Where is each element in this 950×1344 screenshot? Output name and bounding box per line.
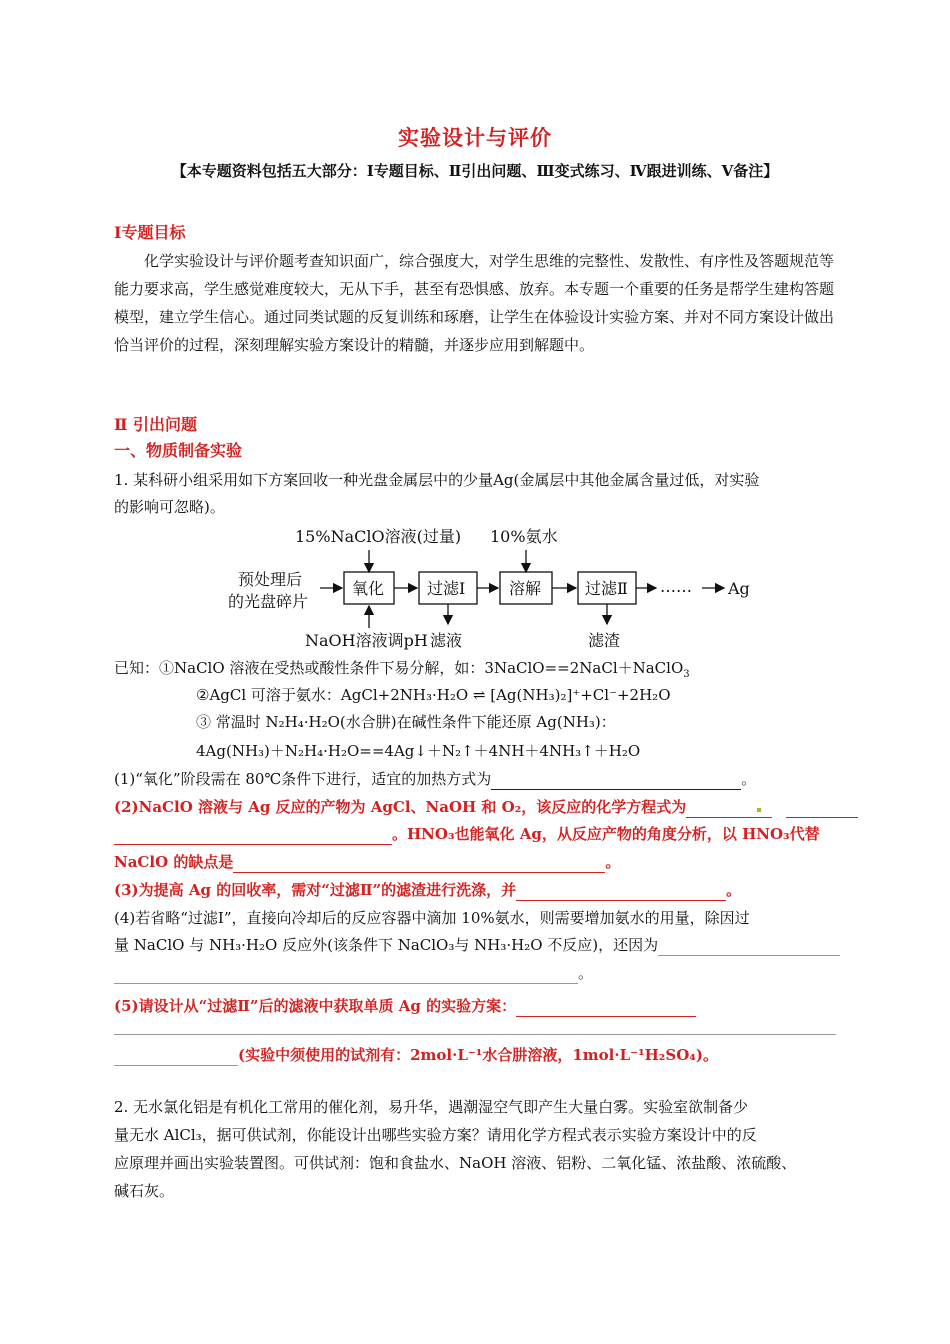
box-filter2-label: 过滤Ⅱ <box>585 579 628 598</box>
naoh-label: NaOH溶液调pH <box>305 631 428 650</box>
known-2: ②AgCl 可溶于氨水：AgCl+2NH₃·H₂O ⇌ [Ag(NH₃)₂]⁺+Cl⁻+2H₂O <box>196 686 671 704</box>
q1-intro-line2: 的影响可忽略)。 <box>114 498 225 516</box>
question-2-line3: NaClO 的缺点是 。 <box>114 853 621 871</box>
answer-blank-1[interactable] <box>491 773 741 790</box>
question-5-line3: (实验中须使用的试剂有：2mol·L⁻¹水合肼溶液，1mol·L⁻¹H₂SO₄)。 <box>114 1044 718 1066</box>
answer-blank-5a[interactable] <box>516 1000 696 1017</box>
question-4-line1: (4)若省略“过滤Ⅰ”，直接向冷却后的反应容器中滴加 10%氨水，则需要增加氨水的用量，除因过 <box>114 909 750 927</box>
product-ag: Ag <box>728 579 750 598</box>
answer-blank-3[interactable] <box>516 884 726 901</box>
process-dots: …… <box>660 577 692 596</box>
question-2-line1: (2)NaClO 溶液与 Ag 反应的产物为 AgCl、NaOH 和 O₂，该反应的化学方程式为 <box>114 796 858 818</box>
reagent-ammonia-label: 10%氨水 <box>490 527 558 546</box>
question-4-line3: 。 <box>114 962 593 984</box>
answer-blank-2b[interactable] <box>786 801 858 818</box>
section1-paragraph: 化学实验设计与评价题考查知识面广，综合强度大，对学生思维的完整性、发散性、有序性及答题规范等能力要求高，学生感觉难度较大，无从下手，甚至有恐惧感、放弃。本专题一个重要的任务是帮学生建构答题模型，建立学生信心。通过同类试题的反复训练和琢磨，让学生在体验设计实验方案、并对不同方案设计做出恰当评价的过程，深刻理解实验方案设计的精髓，并逐步应用到解题中。 <box>114 252 835 354</box>
reagent-naclo-label: 15%NaClO溶液(过量) <box>295 527 462 546</box>
box-dissolve-label: 溶解 <box>509 579 542 598</box>
known-4: 4Ag(NH₃)＋N₂H₄·H₂O==4Ag↓＋N₂↑＋4NH＋4NH₃↑＋H₂O <box>196 742 641 760</box>
answer-blank-5b[interactable] <box>114 1034 836 1035</box>
q1-intro-line1: 1. 某科研小组采用如下方案回收一种光盘金属层中的少量Ag(金属层中其他金属含量过低，对实验 <box>114 471 760 489</box>
question-3: (3)为提高 Ag 的回收率，需对“过滤Ⅱ”的滤渣进行洗涤，并 。 <box>114 881 742 899</box>
problem-2-line1: 2. 无水氯化铝是有机化工常用的催化剂，易升华，遇潮湿空气即产生大量白雾。实验室欲制备少 <box>114 1098 749 1116</box>
process-flowchart <box>220 520 780 660</box>
answer-blank-4b[interactable] <box>114 967 578 984</box>
section2-heading: Ⅱ 引出问题 <box>114 415 198 434</box>
answer-blank-2d[interactable] <box>233 856 605 873</box>
box-filter1-label: 过滤Ⅰ <box>427 579 466 598</box>
known-3: ③ 常温时 N₂H₄·H₂O(水合肼)在碱性条件下能还原 Ag(NH₃)： <box>196 713 616 731</box>
doc-intro: 【本专题资料包括五大部分：Ⅰ专题目标、Ⅱ引出问题、Ⅲ变式练习、Ⅳ跟进训练、Ⅴ备注】 <box>171 162 779 180</box>
answer-blank-2c[interactable] <box>114 828 392 845</box>
start-material-line1: 预处理后 <box>238 570 303 589</box>
problem-2-line4: 碱石灰。 <box>114 1182 175 1200</box>
question-4-line2: 量 NaClO 与 NH₃·H₂O 反应外(该条件下 NaClO₃与 NH₃·H₂O 不反应)，还因为 <box>114 934 840 956</box>
question-2-line2: 。HNO₃也能氧化 Ag，从反应产物的角度分析，以 HNO₃代替 <box>114 823 820 845</box>
box-oxidize-label: 氧化 <box>352 579 385 598</box>
question-5-line1: (5)请设计从“过滤Ⅱ”后的滤液中获取单质 Ag 的实验方案： <box>114 995 696 1017</box>
answer-blank-5c[interactable] <box>114 1049 238 1066</box>
doc-title: 实验设计与评价 <box>398 125 552 150</box>
known-1: 已知：①NaClO 溶液在受热或酸性条件下易分解，如：3NaClO==2NaCl＋NaClO$_3$ <box>114 659 690 680</box>
section2-subheading: 一、物质制备实验 <box>114 441 243 460</box>
filtrate-label: 滤液 <box>430 631 463 650</box>
problem-2-line2: 量无水 AlCl₃，据可供试剂，你能设计出哪些实验方案？请用化学方程式表示实验方案设计中的反 <box>114 1126 757 1144</box>
residue-label: 滤渣 <box>588 631 621 650</box>
start-material-line2: 的光盘碎片 <box>228 592 309 611</box>
question-1: (1)“氧化”阶段需在 80℃条件下进行，适宜的加热方式为 。 <box>114 770 757 788</box>
answer-blank-4a[interactable] <box>658 939 840 956</box>
section1-heading: Ⅰ专题目标 <box>114 223 186 242</box>
problem-2-line3: 应原理并画出实验装置图。可供试剂：饱和食盐水、NaOH 溶液、铝粉、二氧化锰、浓盐酸、浓硫酸、 <box>114 1154 797 1172</box>
green-marker <box>757 808 761 812</box>
